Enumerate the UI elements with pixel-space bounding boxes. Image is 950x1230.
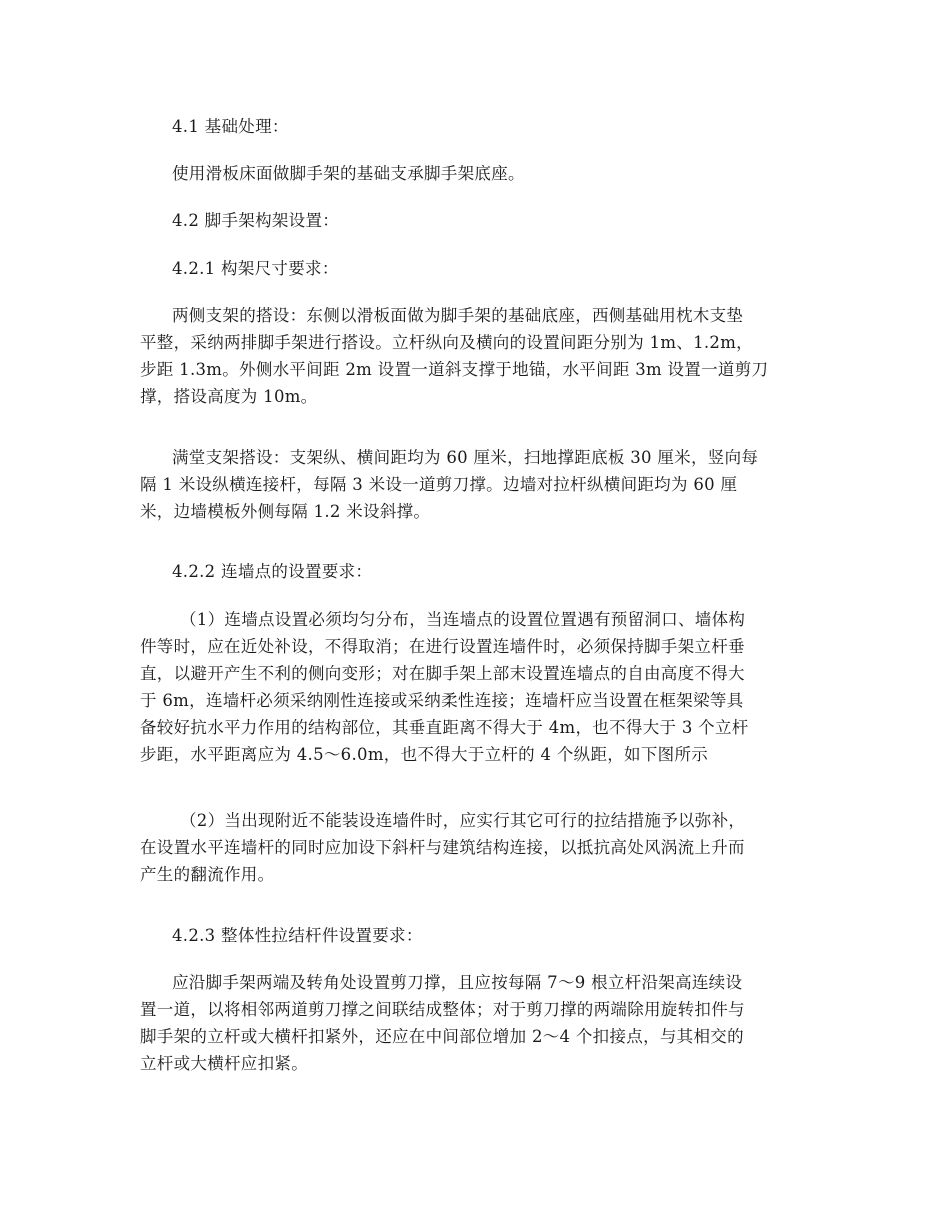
paragraph-integral: 应沿脚手架两端及转角处设置剪刀撑，且应按每隔 7～9 根立杆沿架高连续设 置一道，以将相邻两道剪刀撑之间联结成整体；对于剪刀撑的两端除用旋转扣件与 脚手架的立杆或大横杆扣紧外，还应在中间部位增加 2～4 个扣接点，与其相交的 立杆或大横杆应扣紧。 bbox=[140, 973, 745, 1073]
paragraph-wall-1: （1）连墙点设置必须均匀分布，当连墙点的设置位置遇有预留洞口、墙体构 件等时，应在近处补设，不得取消；在进行设置连墙件时，必须保持脚手架立杆垂 直，以避开产生不利的侧向变形；对在脚手架上部末设置连墙点的自由高度不得大 于 6m，连墙杆必须采纳刚性连接或采纳柔性连接；连墙杆应当设置在框架梁等具 备较好抗水平力作用的结构部位，其垂直距离不得大于 4m，也不得大于 3 个立杆 步距，水平距离应为 4.5～6.0m，也不得大于立杆的 4 个纵距，如下图所示 bbox=[140, 610, 749, 764]
heading-4-2: 4.2 脚手架构架设置： bbox=[172, 211, 340, 230]
heading-4-2-3: 4.2.3 整体性拉结杆件设置要求： bbox=[172, 926, 423, 945]
paragraph-full-support: 满堂支架搭设：支架纵、横间距均为 60 厘米，扫地撑距底板 30 厘米，竖向每 隔 1 米设纵横连接杆，每隔 3 米设一道剪刀撑。边墙对拉杆纵横间距均为 60 厘 米，边墙模板外侧每隔 1.2 米设斜撑。 bbox=[140, 448, 759, 521]
heading-4-2-1: 4.2.1 构架尺寸要求： bbox=[172, 259, 339, 278]
heading-4-2-2: 4.2.2 连墙点的设置要求： bbox=[172, 562, 373, 581]
heading-4-1: 4.1 基础处理： bbox=[172, 117, 289, 136]
paragraph-wall-2: （2）当出现附近不能装设连墙件时，应实行其它可行的拉结措施予以弥补， 在设置水平连墙杆的同时应加设下斜杆与建筑结构连接，以抵抗高处风涡流上升而 产生的翻流作用。 bbox=[140, 811, 746, 884]
paragraph-side-support: 两侧支架的搭设：东侧以滑板面做为脚手架的基础底座，西侧基础用枕木支垫 平整，采纳两排脚手架进行搭设。立杆纵向及横向的设置间距分别为 1m、1.2m， 步距 1.3m。外侧水平间距 2m 设置一道斜支撑于地锚，水平间距 3m 设置一道剪刀 撑，搭设高度为 10m。 bbox=[140, 306, 769, 406]
paragraph-foundation: 使用滑板床面做脚手架的基础支承脚手架底座。 bbox=[172, 164, 525, 183]
